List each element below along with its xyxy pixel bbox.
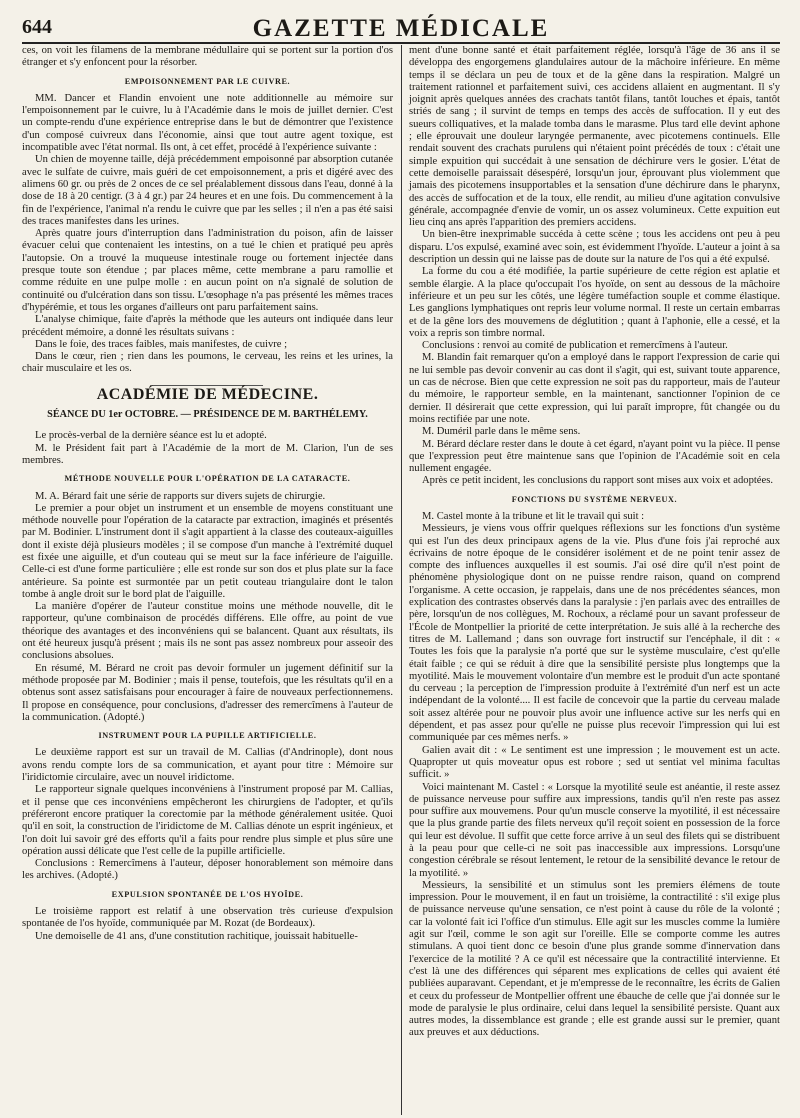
paragraph: La forme du cou a été modifiée, la partie supérieure de cette région est aplatie et semble élargie. A la place qu'occupait l'os hyoïde, on sent au dessous de la mâchoire inférieure et un peu sur les côtés, une légère tuméfaction souple et comme élastique. Les ganglions lymphatiques ont repris leur volume normal. Il reste un certain embarras et de la gêne lors des mouvemens de déglutition ; quant à l'aphonie, elle a cessé, et la voix a repris son timbre normal. (409, 266, 780, 339)
subheading: INSTRUMENT POUR LA PUPILLE ARTIFICIELLE. (98, 731, 317, 741)
paragraph: La manière d'opérer de l'auteur constitue moins une méthode nouvelle, dit le rapporteur, qu'une combinaison de procédés différens. Elle offre, au point de vue théorique des avantages et des inconvéniens qui se balancent. Quant aux résultats, ils ont été heureux jusqu'à présent ; mais ils ne sont pas assez nombreux pour asseoir des conclusions absolues. (22, 601, 393, 662)
paragraph: Messieurs, je viens vous offrir quelques réflexions sur les fonctions d'un système qui est l'un des deux principaux agens de la vie. Plus d'une fois j'ai reproché aux écrivains de notre époque de le considérer isolément et de ne point tenir assez de compte des influences auxquelles il est soumis. J'ai osé dire qu'il n'est point de phénomène physiologique dont on ne puisse rendre raison, quand on comprend l'organisme. A cette occasion, je rappelais, dans une de nos précédentes séances, mon explication des contrastes observés dans la paralysie : j'en parlais avec des entrailles de père, lorsqu'un de nos collègues, M. Rochoux, a réclamé pour un savant professeur de l'École de Montpellier la priorité de cette interprétation. Je suis allé à la recherche des titres de M. Lallemand ; dans son ouvrage fort instructif sur l'encéphale, il dit : « Toutes les fois que la paralysie n'a porté que sur le système musculaire, c'est qu'elle était faible ; ce qui se réduit à dire que la sensibilité persiste plus longtemps que la myotilité. Mais le mouvement volontaire d'un membre est le produit d'un acte spontané du cerveau ; la perception de l'impression produite à l'extrémité d'un nerf est un acte indépendant de la volonté.... Il est facile de concevoir que la partie du cerveau malade soit assez altérée pour ne pouvoir plus avoir une influence active sur les nerfs qui en dépendent, et pas assez pour qu'elle ne puisse plus recevoir l'impression qui lui est communiquée par ces mêmes nerfs. » (409, 523, 780, 744)
paragraph: Dans le foie, des traces faibles, mais manifestes, de cuivre ; (35, 338, 288, 350)
subheading: FONCTIONS DU SYSTÈME NERVEUX. (511, 494, 678, 504)
paragraph: Galien avait dit : « Le sentiment est une impression ; le mouvement est un acte. Quapropter ut quis moveatur opus est robore ; sed ut sentiat vel minima facultas sufficit. » (409, 744, 780, 781)
paragraph: Le premier a pour objet un instrument et un ensemble de moyens constituant une méthode nouvelle pour l'opération de la cataracte par extraction, imaginés et présentés par M. Bodinier. L'instrument dont il s'agit appartient à la classe des couteaux-aiguilles dont il existe déjà plusieurs modèles ; il se compose d'un manche à l'extrémité duquel est fixée une aiguille, et d'un couteau qui se meut sur la face inférieure de l'aiguille. Celle-ci est d'une forme particulière ; elle est ronde sur son dos et plus plate sur la face antérieure. Sa pointe est surmontée par un petit couteau triangulaire dont le talon tombe à angle droit sur le bord plat de l'aiguille. (22, 502, 393, 600)
paragraph: Voici maintenant M. Castel : « Lorsque la myotilité seule est anéantie, il reste assez de puissance nerveuse pour suffire aux impressions, tandis qu'il n'en reste pas assez pour suffire aux mouvemens. Pour qu'un muscle conserve la myotilité, il est nécessaire que la plus grande partie des filets nerveux qu'il reçoit soient en possession de la force qui leur est dévolue. Il suffit que cette force arrive à un seul des filets qui se distribuent à la peau pour que celle-ci ne soit pas inaccessible aux impressions. Lorsqu'une congestion cérébrale se résout lentement, le retour de la sensibilité devance le retour de la myotilité. » (409, 781, 780, 879)
journal-title: GAZETTE MÉDICALE (252, 15, 550, 42)
section-title: ACADÉMIE DE MÉDECINE. (96, 385, 319, 403)
right-column (401, 45, 780, 1115)
subheading: MÉTHODE NOUVELLE POUR L'OPÉRATION DE LA CATARACTE. (64, 474, 351, 484)
paragraph: Après ce petit incident, les conclusions du rapport sont mises aux voix et adoptées. (422, 475, 773, 487)
paragraph: M. Blandin fait remarquer qu'on a employé dans le rapport l'expression de carie qui ne lui semble pas devoir convenir au cas dont il s'agit, qui est, suivant toute apparence, un cas de nécrose. Bien que cette expression ne soit pas du rapporteur, mais de l'auteur du mémoire, le rapporteur semble, en la maintenant, sanctionner l'opinion de ce dernier. Il désirerait que cette expression, qui lui paraît impropre, fût changée ou du moins rectifiée par une note. (409, 352, 780, 425)
page-number: 644 (22, 16, 52, 38)
paragraph: L'analyse chimique, faite d'après la méthode que les auteurs ont indiquée dans leur précédent mémoire, a donné les résultats suivans : (22, 314, 393, 338)
paragraph: M. le Président fait part à l'Académie de la mort de M. Clarion, l'un de ses membres. (22, 442, 393, 466)
paragraph: Après quatre jours d'interruption dans l'administration du poison, afin de laisser évacuer celui que contenaient les intestins, on a tué le chien et pratiqué peu après l'autopsie. On a trouvé la muqueuse intestinale rouge ou fortement injectée dans presque toute son étendue ; par places même, cette membrane a paru ramollie et comme réduite en une pulpe molle : en aucun point on n'a signalé de solution de continuité ou d'ulcération dans son tissu. L'œsophage n'a pas présenté les mêmes traces d'hypérémie, et tous les organes d'ailleurs ont paru parfaitement sains. (22, 228, 393, 313)
paragraph: Conclusions : Remercîmens à l'auteur, déposer honorablement son mémoire dans les archives. (Adopté.) (22, 858, 393, 882)
paragraph: M. Bérard déclare rester dans le doute à cet égard, n'ayant point vu la pièce. Il pense que l'expression peut être maintenue sans que l'opinion de l'Académie soit en cela nullement engagée. (409, 438, 780, 475)
paragraph: Le rapporteur signale quelques inconvéniens à l'instrument proposé par M. Callias, et il pense que ces inconvéniens empêcheront les chirurgiens de l'adopter, et qu'ils préféreront encore pratiquer la corectomie par la méthode généralement usitée. Quoi qu'il en soit, la construction de l'iridictome de M. Callias dénote un esprit ingénieux, et l'on doit lui savoir gré des efforts qu'il a faits pour rendre plus simple et plus sûre une opération aussi délicate que l'est celle de la pupille artificielle. (22, 784, 393, 857)
paragraph: En résumé, M. Bérard ne croit pas devoir formuler un jugement définitif sur la méthode proposée par M. Bodinier ; mais il pense, toutefois, que les résultats qu'il en a obtenus sont assez satisfaisans pour encourager à faire de nouveaux perfectionnemens. Il propose en conséquence, pour conclusions, d'adresser des remercîmens à l'auteur de la communication. (Adopté.) (22, 662, 393, 723)
subheading: EXPULSION SPONTANÉE DE L'OS HYOÏDE. (111, 889, 304, 899)
session-heading: SÉANCE DU 1er OCTOBRE. — PRÉSIDENCE DE M. BARTHÉLEMY. (47, 409, 368, 421)
text-columns (22, 45, 780, 1115)
subheading: EMPOISONNEMENT PAR LE CUIVRE. (124, 76, 291, 86)
left-column (22, 45, 401, 1115)
paragraph: M. A. Bérard fait une série de rapports sur divers sujets de chirurgie. (35, 490, 326, 502)
paragraph: ces, on voit les filamens de la membrane médullaire qui se portent sur la portion d'os étranger et s'y enfoncent pour la résorber. (22, 45, 393, 69)
paragraph: Messieurs, la sensibilité et un stimulus sont les premiers élémens de toute impression. Pour le mouvement, il en faut un troisième, la contractilité : s'il exige plus de puissance nerveuse qu'une sensation, ce n'est point à cause du rôle de la volonté ; car la volonté fait ici l'office d'un stimulus. Elle agit sur les muscles comme la lumière agit sur l'œil, comme le son agit sur l'oreille. Elle se comporte comme les autres stimulans. A quoi tient donc ce besoin d'une plus grande somme d'innervation dans l'exercice de la motilité ? A ce qu'il est nécessaire que la contractilité intervienne. Et c'est là une des différences qui séparent mes explications de celles qui avaient été publiées auparavant. Cependant, et je m'empresse de le reconnaître, les écrits de Galien et ceux du professeur de Montpellier offrent une ébauche de celle que j'ai donnée sur le mode de paralysie le plus ordinaire, celui dans lequel la sensibilité persiste. Quant aux autres modes, la dissemblance est grande ; elle est grande aussi sur le premier, quant aux preuves et aux déductions. (409, 879, 780, 1039)
paragraph: Un chien de moyenne taille, déjà précédemment empoisonné par absorption cutanée avec le sulfate de cuivre, mais guéri de cet empoisonnement, a pris et digéré avec des alimens 60 gr. ou près de 2 onces de ce sel préalablement dissous dans l'eau, donné à la dose de 18 à 20 centigr. (3 à 4 gr.) par 24 heures et en une fois. Du commencement à la fin de l'expérience, l'animal n'a rendu le cuivre que par les selles ; il n'en a pas été saisi des traces manifestes dans les urines. (22, 154, 393, 227)
paragraph: Le troisième rapport est relatif à une observation très curieuse d'expulsion spontanée de l'os hyoïde, communiquée par M. Rozat (de Bordeaux). (22, 906, 393, 930)
paragraph: M. Castel monte à la tribune et lit le travail qui suit : (422, 510, 645, 522)
masthead (22, 8, 780, 44)
paragraph: Un bien-être inexprimable succéda à cette scène ; tous les accidens ont peu à peu disparu. L'os expulsé, examiné avec soin, est évidemment l'hyoïde. L'auteur a joint à sa description un dessin qui ne laisse pas de doute sur la nature de l'os qui a été expulsé. (409, 229, 780, 266)
paragraph: Conclusions : renvoi au comité de publication et remercîmens à l'auteur. (422, 340, 728, 352)
paragraph: Le procès-verbal de la dernière séance est lu et adopté. (35, 430, 267, 442)
paragraph: Le deuxième rapport est sur un travail de M. Callias (d'Andrinople), dont nous avons rendu compte lors de sa communication, et ayant pour titre : Mémoire sur l'iridictomie circulaire, avec un nouvel iridictome. (22, 747, 393, 784)
paragraph: Dans le cœur, rien ; rien dans les poumons, le cerveau, les reins et les urines, la chair musculaire et les os. (22, 351, 393, 375)
paragraph: Une demoiselle de 41 ans, d'une constitution rachitique, jouissait habituelle- (35, 930, 358, 942)
paragraph: ment d'une bonne santé et était parfaitement réglée, lorsqu'à l'âge de 36 ans il se développa des engorgemens glandulaires autour de la mâchoire inférieure. En même temps il se déclara un peu de toux et de la gêne dans la respiration. Malgré un traitement rationnel et parfaitement suivi, ces accidens allaient en augmentant. Il s'y joignit après quelques années des crachats tantôt filans, tantôt louches et épais, tantôt striés de sang ; il survint de temps en temps des accès de suffocation. Il y eut des sueurs colliquatives, et la malade tomba dans le marasme. Plus tard elle devint aphone ; elle éprouvait une douleur laryngée permanente, avec picotemens continuels. Elle rendait souvent des crachats purulens qui n'étaient point précédés de toux : c'était une simple expuition qui succédait à une sensation de déchirure vers le gosier. L'état de cette demoiselle paraissait désespéré, lorsqu'un jour, éprouvant plus violemment que jamais des picotemens insupportables et la sensation d'une déchirure dans le pharynx, des accès de suffocation et de la toux, elle rendit, au milieu d'une agitation convulsive générale, accompagnée d'envie de vomir, un os assez volumineux. Cette expuition eut lieu cinq ans après l'apparition des premiers accidens. (409, 45, 780, 229)
paragraph: M. Duméril parle dans le même sens. (422, 426, 581, 438)
paragraph: MM. Dancer et Flandin envoient une note additionnelle au mémoire sur l'empoisonnement par le cuivre, lu à l'Académie dans le mois de juillet dernier. C'est un compte-rendu d'une expérience entreprise dans le but de démontrer que l'existence d'un composé cuivreux dans l'économie, ainsi que tout autre agent toxique, est incompatible avec l'état normal. Ils ont, à cet effet, procédé à l'expérience suivante : (22, 92, 393, 154)
